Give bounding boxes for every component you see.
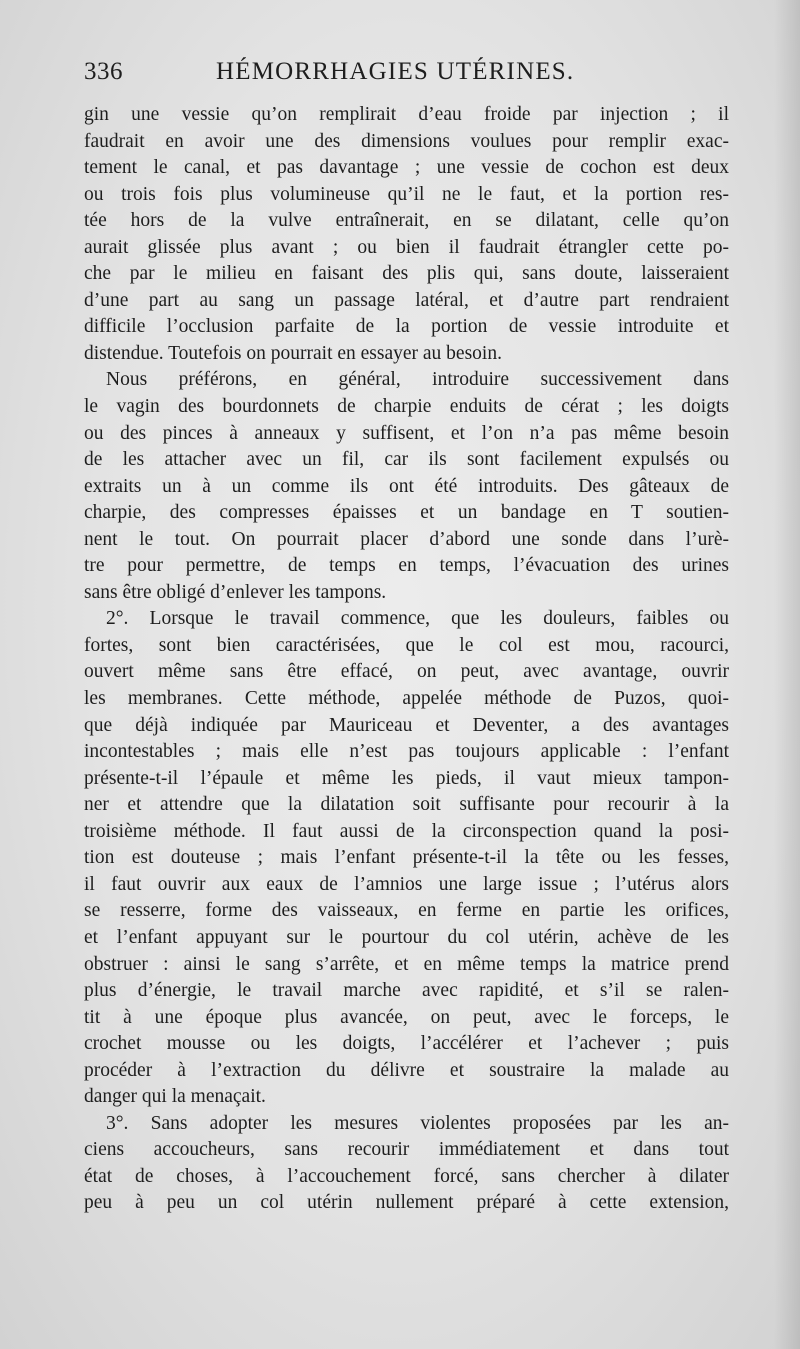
text-line: troisième méthode. Il faut aussi de la circonspection quand la posi- bbox=[84, 820, 729, 842]
text-line: danger qui la menaçait. bbox=[84, 1086, 266, 1108]
text-line: ou trois fois plus volumineuse qu’il ne le faut, et la portion res- bbox=[84, 183, 729, 205]
text-line: 3°. Sans adopter les mesures violentes proposées par les an- bbox=[106, 1112, 729, 1134]
body-text bbox=[84, 102, 729, 1217]
page-edge-shadow bbox=[774, 0, 800, 1349]
running-title: HÉMORRHAGIES UTÉRINES. bbox=[216, 58, 575, 85]
text-line: ner et attendre que la dilatation soit suffisante pour recourir à la bbox=[84, 794, 729, 816]
page-header bbox=[84, 58, 734, 94]
text-line: tée hors de la vulve entraînerait, en se dilatant, celle qu’on bbox=[84, 210, 729, 232]
text-line: procéder à l’extraction du délivre et soustraire la malade au bbox=[84, 1059, 729, 1081]
text-line: incontestables ; mais elle n’est pas toujours applicable : l’enfant bbox=[84, 741, 729, 763]
text-line: crochet mousse ou les doigts, l’accélérer et l’achever ; puis bbox=[84, 1033, 729, 1055]
text-line: che par le milieu en faisant des plis qui, sans doute, laisseraient bbox=[84, 263, 729, 285]
text-line: extraits un à un comme ils ont été introduits. Des gâteaux de bbox=[84, 475, 729, 497]
text-line: que déjà indiquée par Mauriceau et Deventer, a des avantages bbox=[84, 714, 729, 736]
text-line: difficile l’occlusion parfaite de la portion de vessie introduite et bbox=[84, 316, 729, 338]
text-line: et l’enfant appuyant sur le pourtour du col utérin, achève de les bbox=[84, 926, 729, 948]
page-number: 336 bbox=[84, 58, 123, 85]
text-line: nent le tout. On pourrait placer d’abord une sonde dans l’urè- bbox=[84, 528, 729, 550]
text-line: tion est douteuse ; mais l’enfant présente-t-il la tête ou les fesses, bbox=[84, 847, 729, 869]
text-line: peu à peu un col utérin nullement préparé à cette extension, bbox=[84, 1192, 729, 1214]
text-line: distendue. Toutefois on pourrait en essayer au besoin. bbox=[84, 342, 502, 364]
text-line: gin une vessie qu’on remplirait d’eau froide par injection ; il bbox=[84, 104, 729, 125]
text-line: aurait glissée plus avant ; ou bien il faudrait étrangler cette po- bbox=[84, 236, 729, 258]
text-line: tement le canal, et pas davantage ; une vessie de cochon est deux bbox=[84, 157, 729, 179]
text-line: d’une part au sang un passage latéral, et d’autre part rendraient bbox=[84, 289, 729, 311]
text-line: il faut ouvrir aux eaux de l’amnios une large issue ; l’utérus alors bbox=[84, 873, 729, 895]
text-line: Nous préférons, en général, introduire successivement dans bbox=[106, 369, 729, 391]
text-line: se resserre, forme des vaisseaux, en ferme en partie les orifices, bbox=[84, 900, 729, 922]
text-line: charpie, des compresses épaisses et un bandage en T soutien- bbox=[84, 502, 729, 524]
text-line: 2°. Lorsque le travail commence, que les douleurs, faibles ou bbox=[106, 608, 729, 630]
text-line: ciens accoucheurs, sans recourir immédiatement et dans tout bbox=[84, 1139, 729, 1161]
text-line: le vagin des bourdonnets de charpie enduits de cérat ; les doigts bbox=[84, 396, 729, 418]
text-line: ouvert même sans être effacé, on peut, avec avantage, ouvrir bbox=[84, 661, 729, 683]
text-line: faudrait en avoir une des dimensions voulues pour remplir exac- bbox=[84, 130, 729, 152]
text-line: de les attacher avec un fil, car ils sont facilement expulsés ou bbox=[84, 449, 729, 471]
text-line: présente-t-il l’épaule et même les pieds, il vaut mieux tampon- bbox=[84, 767, 729, 789]
text-line: fortes, sont bien caractérisées, que le col est mou, racourci, bbox=[84, 634, 729, 656]
text-line: état de choses, à l’accouchement forcé, sans chercher à dilater bbox=[84, 1165, 729, 1187]
text-line: obstruer : ainsi le sang s’arrête, et en même temps la matrice prend bbox=[84, 953, 729, 975]
text-line: ou des pinces à anneaux y suffisent, et l’on n’a pas même besoin bbox=[84, 422, 729, 444]
text-line: tit à une époque plus avancée, on peut, avec le forceps, le bbox=[84, 1006, 729, 1028]
text-line: tre pour permettre, de temps en temps, l’évacuation des urines bbox=[84, 555, 729, 577]
text-line: sans être obligé d’enlever les tampons. bbox=[84, 581, 387, 603]
text-line: les membranes. Cette méthode, appelée méthode de Puzos, quoi- bbox=[84, 688, 729, 710]
text-line: plus d’énergie, le travail marche avec rapidité, et s’il se ralen- bbox=[84, 980, 729, 1002]
